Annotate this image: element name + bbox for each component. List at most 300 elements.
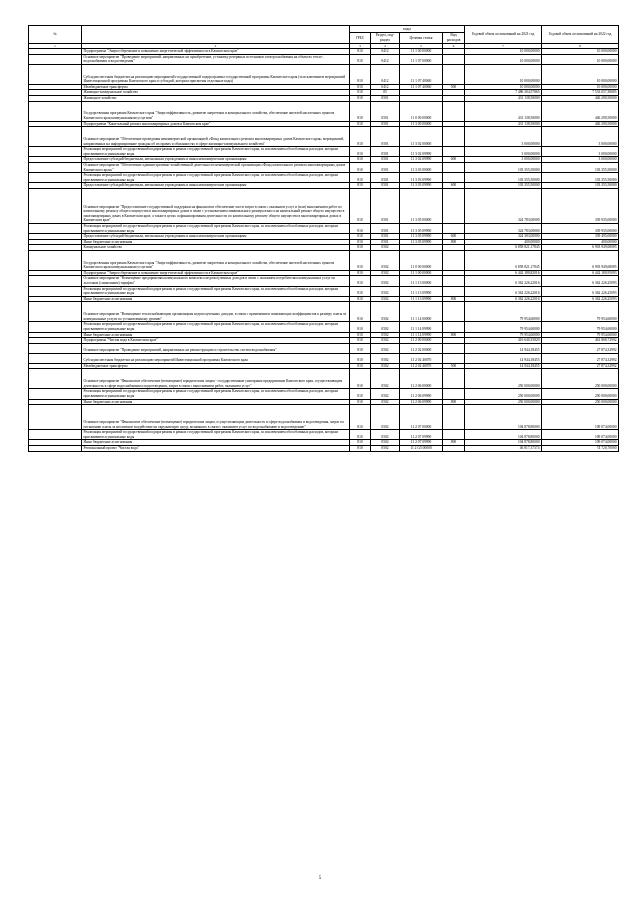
row-grbs: 810 xyxy=(350,84,371,90)
row-expense-type xyxy=(443,302,465,322)
row-amount-2022: 400,00000 xyxy=(542,239,619,245)
row-name: Реализация мероприятий государственной подпрограммы в рамках государственной программы Камчатского края, за исключением обособленных расходов, которым присваиваются уникальные коды xyxy=(82,223,350,233)
row-amount-2021: 10 000,00000 xyxy=(465,64,542,84)
row-grbs: 810 xyxy=(350,127,371,147)
row-amount-2022: 79 954,60000 xyxy=(542,332,619,338)
row-amount-2021: 250 000,00000 xyxy=(465,369,542,389)
row-amount-2022: 339 935,00000 xyxy=(542,223,619,233)
row-target-article: 11 2 00 00000 xyxy=(400,338,443,344)
row-section: 0501 xyxy=(371,162,400,172)
row-amount-2021: 10 000,00000 xyxy=(465,54,542,64)
budget-table xyxy=(28,25,619,452)
header-2021: Годовой объем ассигнований на 2021 год xyxy=(465,26,542,44)
row-section: 0502 xyxy=(371,270,400,276)
row-number xyxy=(29,445,82,451)
row-name: Основное мероприятие "Проведение мероприятий, направленных на приобретение, установку резервных источников электроснабжения на объектах тепло-, водоснабжения и водоотведения" xyxy=(82,54,350,64)
row-expense-type xyxy=(443,173,465,183)
row-target-article: 11 1 07 40060 xyxy=(400,84,443,90)
row-amount-2021: 324 383,00000 xyxy=(465,234,542,240)
row-amount-2022: 79 954,60000 xyxy=(542,322,619,332)
page-number: 5 xyxy=(318,876,322,881)
row-grbs: 810 xyxy=(350,270,371,276)
row-number xyxy=(29,162,82,172)
row-section: 0502 xyxy=(371,353,400,363)
header-grbs: ГРБС xyxy=(350,33,371,44)
row-amount-2022: 7 533 057,38085 xyxy=(542,90,619,96)
row-name: Основное мероприятие "Проведение мероприятий, направленных на реконструкцию и строительство систем водоснабжения" xyxy=(82,343,350,353)
row-name: Основное мероприятие "Возмещение теплоснабжающим организациям недополученных доходов, в связи с применением понижающих коэффициентов к размеру платы за коммунальные услуги по установленному уровню" xyxy=(82,302,350,322)
table-row xyxy=(29,286,619,296)
row-section: 0501 xyxy=(371,121,400,127)
table-row xyxy=(29,101,619,121)
row-amount-2021: 6 362 226,22016 xyxy=(465,276,542,286)
row-section: 0502 xyxy=(371,399,400,405)
row-number xyxy=(29,389,82,399)
row-name: Реализация мероприятий государственной подпрограммы в рамках государственной программы Камчатского края, за исключением обособленных расходов, которым присваиваются уникальные коды xyxy=(82,147,350,157)
table-row xyxy=(29,223,619,233)
row-amount-2021: 46 817,37374 xyxy=(465,445,542,451)
header-target: Целевая статья xyxy=(400,33,443,44)
row-target-article: 11 2 06 00000 xyxy=(400,369,443,389)
row-grbs: 810 xyxy=(350,445,371,451)
row-target-article: 11 3 02 09990 xyxy=(400,147,443,157)
row-amount-2021: 14 944,18455 xyxy=(465,363,542,369)
row-name: Основное мероприятие "Предоставление государственной поддержки на финансовое обеспечение части затрат в связи с оказанием услуг и (или) выполнением работ по капитальному ремонту общего имущества в многоквартирных домах в связи с установлением минимального размера взноса на капитальный ремонт общего имущества в многоквартирных домах в Камчатском крае, а также в целях софинансирования деятельности по капитальному ремонту общего имущества в многоквартирных домах в Камчатском крае" xyxy=(82,188,350,223)
row-name: Жилищное хозяйство xyxy=(82,95,350,101)
table-row xyxy=(29,353,619,363)
row-expense-type xyxy=(443,389,465,399)
row-grbs: 810 xyxy=(350,405,371,430)
column-number: 3 xyxy=(350,44,371,49)
row-amount-2021: 103 355,50000 xyxy=(465,162,542,172)
row-grbs: 810 xyxy=(350,49,371,55)
row-target-article: 11 3 03 09990 xyxy=(400,183,443,189)
row-expense-type xyxy=(443,54,465,64)
row-section: 0502 xyxy=(371,363,400,369)
row-expense-type xyxy=(443,322,465,332)
row-amount-2022: 109 074,00000 xyxy=(542,405,619,430)
row-number xyxy=(29,276,82,286)
row-amount-2022: 10 000,00000 xyxy=(542,49,619,55)
row-amount-2022: 339 495,00000 xyxy=(542,234,619,240)
row-target-article: 11 2 02 00000 xyxy=(400,343,443,353)
row-grbs: 810 xyxy=(350,54,371,64)
row-number xyxy=(29,147,82,157)
row-section: 0502 xyxy=(371,405,400,430)
row-section: 0502 xyxy=(371,338,400,344)
row-amount-2022: 6 362 226,25093 xyxy=(542,276,619,286)
row-grbs: 810 xyxy=(350,245,371,251)
row-expense-type: 500 xyxy=(443,84,465,90)
row-amount-2021: 79 954,60000 xyxy=(465,332,542,338)
row-grbs: 810 xyxy=(350,338,371,344)
row-grbs: 810 xyxy=(350,157,371,163)
row-expense-type xyxy=(443,445,465,451)
row-amount-2021: 6 442 180,82016 xyxy=(465,270,542,276)
row-target-article: 11 1 14 09990 xyxy=(400,322,443,332)
row-section: 0502 xyxy=(371,369,400,389)
row-amount-2021: 79 954,60000 xyxy=(465,302,542,322)
table-row xyxy=(29,147,619,157)
row-section: 0501 xyxy=(371,223,400,233)
row-name: Государственная программа Камчатского края "Энергоэффективность, развитие энергетики и коммунального хозяйства, обеспечение жителей населенных пунктов Камчатского края коммунальными услугами" xyxy=(82,101,350,121)
row-number xyxy=(29,188,82,223)
table-row xyxy=(29,64,619,84)
row-expense-type: 800 xyxy=(443,239,465,245)
row-target-article: 11 2 02 40070 xyxy=(400,363,443,369)
table-row xyxy=(29,405,619,430)
row-name: Подпрограмма "Энергосбережение и повышение энергетической эффективности в Камчатском крае" xyxy=(82,270,350,276)
row-amount-2022: 10 000,00000 xyxy=(542,84,619,90)
row-expense-type xyxy=(443,162,465,172)
row-grbs: 810 xyxy=(350,250,371,270)
header-expense: Вид расходов xyxy=(443,33,465,44)
row-amount-2022: 250 000,00000 xyxy=(542,369,619,389)
header-section: Раздел, под-раздел xyxy=(371,33,400,44)
row-section: 0501 xyxy=(371,239,400,245)
row-amount-2021: 7 486 304,57865 xyxy=(465,90,542,96)
row-name: Межбюджетные трансферты xyxy=(82,84,350,90)
row-amount-2022: 74 720,70000 xyxy=(542,445,619,451)
row-amount-2022: 27 874,32992 xyxy=(542,363,619,369)
row-name: Жилищно-коммунальное хозяйство xyxy=(82,90,350,96)
row-amount-2021: 104 878,80000 xyxy=(465,430,542,440)
row-number xyxy=(29,405,82,430)
row-grbs: 810 xyxy=(350,399,371,405)
row-amount-2021: 431 138,50000 xyxy=(465,95,542,101)
table-header xyxy=(29,26,619,49)
row-amount-2021: 104 878,80000 xyxy=(465,440,542,446)
header-codes: коды xyxy=(350,26,465,33)
row-grbs: 810 xyxy=(350,440,371,446)
row-name: Иные бюджетные ассигнования xyxy=(82,440,350,446)
row-target-article: 11 2 06 09990 xyxy=(400,389,443,399)
column-number: 8 xyxy=(542,44,619,49)
row-target-article: 11 1 14 00000 xyxy=(400,302,443,322)
row-expense-type xyxy=(443,369,465,389)
row-amount-2022: 6 903 949,68085 xyxy=(542,250,619,270)
row-amount-2021: 324 783,00000 xyxy=(465,188,542,223)
row-section: 0502 xyxy=(371,343,400,353)
row-section: 0501 xyxy=(371,188,400,223)
row-expense-type: 800 xyxy=(443,332,465,338)
row-number xyxy=(29,343,82,353)
row-expense-type xyxy=(443,430,465,440)
document-page xyxy=(28,25,618,452)
row-name: Подпрограмма "Чистая вода в Камчатском крае" xyxy=(82,338,350,344)
row-amount-2021: 3 000,00000 xyxy=(465,147,542,157)
table-row xyxy=(29,445,619,451)
row-section: 0502 xyxy=(371,245,400,251)
row-expense-type xyxy=(443,127,465,147)
row-grbs: 810 xyxy=(350,353,371,363)
row-section: 0412 xyxy=(371,84,400,90)
row-section: 0501 xyxy=(371,173,400,183)
row-amount-2021: 6 362 226,22016 xyxy=(465,296,542,302)
row-grbs: 810 xyxy=(350,95,371,101)
row-section: 0502 xyxy=(371,276,400,286)
row-number xyxy=(29,286,82,296)
row-target-article: 11 3 03 00000 xyxy=(400,162,443,172)
row-number xyxy=(29,173,82,183)
row-expense-type xyxy=(443,343,465,353)
row-target-article: 11 1 00 00000 xyxy=(400,270,443,276)
row-name: Предоставление субсидий бюджетным, автономным учреждениям и иным некоммерческим организациям xyxy=(82,183,350,189)
row-expense-type xyxy=(443,147,465,157)
row-section: 05 xyxy=(371,90,400,96)
row-number xyxy=(29,223,82,233)
row-grbs: 810 xyxy=(350,90,371,96)
row-grbs: 810 xyxy=(350,343,371,353)
row-amount-2021: 431 138,50000 xyxy=(465,121,542,127)
row-name: Основное мероприятие "Финансовое обеспечение (возмещение) юридическим лицам - государственным унитарным предприятиям Камчатского края, осуществляющим деятельность в сфере водоснабжения и водоотведения, затрат в связи с выполнением работ, оказанием услуг" xyxy=(82,369,350,389)
row-grbs: 810 xyxy=(350,64,371,84)
row-amount-2021: 103 355,50000 xyxy=(465,173,542,183)
row-expense-type: 800 xyxy=(443,296,465,302)
row-amount-2022: 461 868,72992 xyxy=(542,338,619,344)
row-amount-2022: 103 355,50000 xyxy=(542,183,619,189)
row-grbs: 810 xyxy=(350,234,371,240)
row-amount-2022: 109 074,00000 xyxy=(542,430,619,440)
row-name: Основное мероприятие "Возмещение предприятиям коммунального комплекса недополученных доходов в связи с оказанием потребителям коммунальных услуг по льготным (сниженным) тарифам" xyxy=(82,276,350,286)
row-number xyxy=(29,64,82,84)
row-expense-type: 600 xyxy=(443,183,465,189)
row-section: 0412 xyxy=(371,54,400,64)
row-name: Реализация мероприятий государственной подпрограммы в рамках государственной программы Камчатского края, за исключением обособленных расходов, которым присваиваются уникальные коды xyxy=(82,430,350,440)
row-name: Субсидии местным бюджетам на реализацию мероприятий государственной подпрограммы государственной программы Камчатского края (за исключением мероприятий Инвестиционной программы Камчатского края и субсидий, которым присвоены отдельные коды) xyxy=(82,64,350,84)
table-row xyxy=(29,173,619,183)
row-target-article: 11 3 02 00000 xyxy=(400,127,443,147)
row-amount-2022: 6 442 180,95093 xyxy=(542,270,619,276)
row-amount-2022: 250 000,00000 xyxy=(542,399,619,405)
row-amount-2021: 250 000,00000 xyxy=(465,389,542,399)
row-section: 0502 xyxy=(371,389,400,399)
table-row xyxy=(29,162,619,172)
table-body xyxy=(29,49,619,452)
row-expense-type: 500 xyxy=(443,363,465,369)
column-number: 5 xyxy=(400,44,443,49)
row-target-article: 11 2 07 00000 xyxy=(400,405,443,430)
row-amount-2021: 6 858 821,17845 xyxy=(465,250,542,270)
row-amount-2021: 6 858 821,17845 xyxy=(465,245,542,251)
row-amount-2021: 14 944,18455 xyxy=(465,353,542,363)
row-amount-2022: 6 362 226,25093 xyxy=(542,286,619,296)
row-section: 0502 xyxy=(371,440,400,446)
row-amount-2022: 27 874,32992 xyxy=(542,343,619,353)
row-amount-2022: 10 000,00000 xyxy=(542,64,619,84)
row-grbs: 810 xyxy=(350,173,371,183)
column-number: 7 xyxy=(465,44,542,49)
header-number: № xyxy=(29,26,82,44)
row-target-article: 11 3 05 09990 xyxy=(400,234,443,240)
row-name: Коммунальное хозяйство xyxy=(82,245,350,251)
row-amount-2021: 103 355,50000 xyxy=(465,183,542,189)
row-amount-2022: 103 355,50000 xyxy=(542,173,619,183)
table-row xyxy=(29,389,619,399)
header-2022: Годовой объем ассигнований на 2022 год xyxy=(542,26,619,44)
row-amount-2022: 446 290,50000 xyxy=(542,101,619,121)
table-row xyxy=(29,430,619,440)
row-name: Государственная программа Камчатского края "Энергоэффективность, развитие энергетики и коммунального хозяйства, обеспечение жителей населенных пунктов Камчатского края коммунальными услугами" xyxy=(82,250,350,270)
row-target-article: 11 3 05 09990 xyxy=(400,223,443,233)
row-grbs: 810 xyxy=(350,296,371,302)
row-section: 0412 xyxy=(371,49,400,55)
row-number xyxy=(29,322,82,332)
row-target-article: 11 3 03 09990 xyxy=(400,173,443,183)
row-number xyxy=(29,430,82,440)
row-section: 0501 xyxy=(371,95,400,101)
table-row xyxy=(29,276,619,286)
table-row xyxy=(29,343,619,353)
row-expense-type: 800 xyxy=(443,399,465,405)
row-target-article: 11 1 00 00000 xyxy=(400,49,443,55)
row-amount-2022: 339 935,00000 xyxy=(542,188,619,223)
header-name xyxy=(82,26,350,44)
row-amount-2021: 6 362 226,22016 xyxy=(465,286,542,296)
row-name: Подпрограмма "Энергосбережение и повышение энергетической эффективности в Камчатском крае" xyxy=(82,49,350,55)
table-row xyxy=(29,54,619,64)
column-number: 6 xyxy=(443,44,465,49)
row-target-article: 11 2 02 40070 xyxy=(400,353,443,363)
row-grbs: 810 xyxy=(350,286,371,296)
row-expense-type xyxy=(443,188,465,223)
row-name: Иные бюджетные ассигнования xyxy=(82,332,350,338)
row-name: Предоставление субсидий бюджетным, автономным учреждениям и иным некоммерческим организациям xyxy=(82,234,350,240)
row-amount-2021: 3 000,00000 xyxy=(465,157,542,163)
row-number xyxy=(29,101,82,121)
row-grbs: 810 xyxy=(350,239,371,245)
row-section: 0501 xyxy=(371,183,400,189)
row-expense-type xyxy=(443,353,465,363)
row-grbs: 810 xyxy=(350,121,371,127)
row-name: Иные бюджетные ассигнования xyxy=(82,239,350,245)
row-amount-2021: 416 640,35829 xyxy=(465,338,542,344)
row-name: Реализация мероприятий государственной подпрограммы в рамках государственной программы Камчатского края, за исключением обособленных расходов, которым присваиваются уникальные коды xyxy=(82,389,350,399)
row-grbs: 810 xyxy=(350,147,371,157)
column-number: 2 xyxy=(82,44,350,49)
row-target-article: 11 2 G5 00000 xyxy=(400,445,443,451)
row-grbs: 810 xyxy=(350,363,371,369)
row-amount-2022: 3 000,00000 xyxy=(542,157,619,163)
row-name: Основное мероприятие "Обеспечение проведения некоммерческой организацией «Фонд капитального ремонта многоквартирных домов Камчатского края» мероприятий, направленных на информирование граждан об их правах и обязанностях в сфере жилищно-коммунального хозяйства" xyxy=(82,127,350,147)
row-amount-2021: 400,00000 xyxy=(465,239,542,245)
table-row xyxy=(29,250,619,270)
row-amount-2022: 250 000,00000 xyxy=(542,389,619,399)
row-name: Реализация мероприятий государственной подпрограммы в рамках государственной программы Камчатского края, за исключением обособленных расходов, которым присваиваются уникальные коды xyxy=(82,322,350,332)
row-amount-2021: 10 000,00000 xyxy=(465,84,542,90)
row-target-article: 11 1 07 40060 xyxy=(400,64,443,84)
row-target-article: 11 0 00 00000 xyxy=(400,101,443,121)
row-target-article: 11 1 07 00000 xyxy=(400,54,443,64)
row-expense-type xyxy=(443,64,465,84)
row-section: 0501 xyxy=(371,127,400,147)
row-name: Основное мероприятие "Обеспечение административно-хозяйственной деятельности некоммерческой организации «Фонд капитального ремонта многоквартирных домов Камчатского края»" xyxy=(82,162,350,172)
row-expense-type xyxy=(443,101,465,121)
row-amount-2022: 446 290,50000 xyxy=(542,95,619,101)
row-number xyxy=(29,250,82,270)
row-grbs: 810 xyxy=(350,183,371,189)
row-number xyxy=(29,302,82,322)
row-amount-2021: 3 000,00000 xyxy=(465,127,542,147)
row-expense-type xyxy=(443,286,465,296)
row-grbs: 810 xyxy=(350,302,371,322)
row-section: 0501 xyxy=(371,234,400,240)
column-number: 4 xyxy=(371,44,400,49)
row-amount-2021: 324 783,00000 xyxy=(465,223,542,233)
row-grbs: 810 xyxy=(350,223,371,233)
row-name: Основное мероприятие "Финансовое обеспечение (возмещение) юридическим лицам, осуществляющим деятельность в сфере водоснабжения и водоотведения, затрат по погашению платы за негативное воздействие на окружающую среду, возникших в связи с оказанием услуг по водоснабжению и водоотведению" xyxy=(82,405,350,430)
row-expense-type: 800 xyxy=(443,440,465,446)
row-section: 0502 xyxy=(371,250,400,270)
row-grbs: 810 xyxy=(350,322,371,332)
row-name: Иные бюджетные ассигнования xyxy=(82,296,350,302)
row-target-article: 11 3 02 09990 xyxy=(400,157,443,163)
row-expense-type: 600 xyxy=(443,234,465,240)
row-name: Иные бюджетные ассигнования xyxy=(82,399,350,405)
row-number xyxy=(29,369,82,389)
row-section: 0502 xyxy=(371,322,400,332)
row-section: 0502 xyxy=(371,296,400,302)
row-target-article: 11 3 05 00000 xyxy=(400,188,443,223)
row-target-article: 11 2 07 09990 xyxy=(400,440,443,446)
row-grbs: 810 xyxy=(350,101,371,121)
row-amount-2022: 109 074,00000 xyxy=(542,440,619,446)
row-amount-2022: 446 290,50000 xyxy=(542,121,619,127)
row-name: Подпрограмма "Капитальный ремонт многоквартирных домов в Камчатском крае" xyxy=(82,121,350,127)
row-name: Межбюджетные трансферты xyxy=(82,363,350,369)
row-amount-2022: 3 000,00000 xyxy=(542,127,619,147)
row-target-article: 11 3 05 09990 xyxy=(400,239,443,245)
row-amount-2021: 104 878,80000 xyxy=(465,405,542,430)
row-grbs: 810 xyxy=(350,162,371,172)
table-row xyxy=(29,302,619,322)
row-name: Реализация мероприятий государственной подпрограммы в рамках государственной программы Камчатского края, за исключением обособленных расходов, которым присваиваются уникальные коды xyxy=(82,173,350,183)
row-amount-2021: 250 000,00000 xyxy=(465,399,542,405)
row-target-article: 11 1 13 00000 xyxy=(400,276,443,286)
row-section: 0501 xyxy=(371,101,400,121)
row-number xyxy=(29,127,82,147)
table-row xyxy=(29,127,619,147)
row-grbs: 810 xyxy=(350,276,371,286)
row-section: 0502 xyxy=(371,332,400,338)
row-grbs: 810 xyxy=(350,332,371,338)
row-section: 0502 xyxy=(371,445,400,451)
row-amount-2022: 103 355,50000 xyxy=(542,162,619,172)
row-grbs: 810 xyxy=(350,389,371,399)
row-amount-2022: 10 000,00000 xyxy=(542,54,619,64)
row-amount-2022: 6 903 949,68085 xyxy=(542,245,619,251)
table-row xyxy=(29,369,619,389)
row-section: 0412 xyxy=(371,64,400,84)
row-grbs: 810 xyxy=(350,430,371,440)
row-expense-type: 600 xyxy=(443,157,465,163)
column-number: 1 xyxy=(29,44,82,49)
row-section: 0502 xyxy=(371,430,400,440)
row-grbs: 810 xyxy=(350,188,371,223)
row-section: 0501 xyxy=(371,157,400,163)
row-target-article: 11 1 13 09990 xyxy=(400,286,443,296)
table-row xyxy=(29,322,619,332)
row-section: 0502 xyxy=(371,302,400,322)
row-amount-2022: 3 000,00000 xyxy=(542,147,619,157)
row-target-article: 11 3 00 00000 xyxy=(400,121,443,127)
row-name: Реализация мероприятий государственной подпрограммы в рамках государственной программы Камчатского края, за исключением обособленных расходов, которым присваиваются уникальные коды xyxy=(82,286,350,296)
row-number xyxy=(29,353,82,363)
row-amount-2021: 10 000,00000 xyxy=(465,49,542,55)
row-name: Предоставление субсидий бюджетным, автономным учреждениям и иным некоммерческим организациям xyxy=(82,157,350,163)
row-amount-2022: 27 874,32992 xyxy=(542,353,619,363)
row-target-article: 11 1 13 09990 xyxy=(400,296,443,302)
